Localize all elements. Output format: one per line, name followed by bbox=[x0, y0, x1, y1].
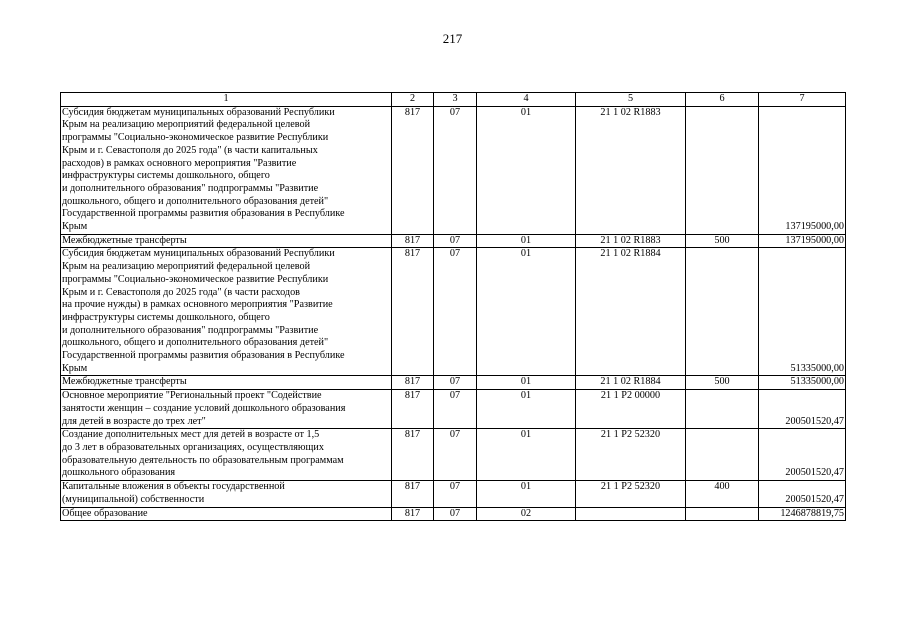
target-article-cell bbox=[576, 507, 686, 521]
subsection-code-cell: 01 bbox=[477, 390, 576, 429]
section-code-cell: 07 bbox=[434, 390, 477, 429]
target-article-cell: 21 1 P2 52320 bbox=[576, 481, 686, 507]
table-row bbox=[61, 376, 846, 390]
row-name-cell bbox=[61, 429, 392, 481]
expense-type-cell: 400 bbox=[686, 481, 759, 507]
table-row bbox=[61, 390, 846, 429]
table-row bbox=[61, 429, 846, 481]
expense-type-cell: 500 bbox=[686, 376, 759, 390]
row-name-text: Капитальные вложения в объекты государственной (муниципальной) собственности bbox=[62, 481, 285, 505]
table-row bbox=[61, 248, 846, 376]
column-header: 4 bbox=[477, 93, 576, 107]
ministry-code-cell: 817 bbox=[392, 481, 434, 507]
row-name-text: Основное мероприятие "Региональный проект "Содействие занятости женщин – создание условий дошкольного образования для детей в возрасте до трех лет" bbox=[62, 390, 346, 427]
amount-cell: 137195000,00 bbox=[759, 106, 846, 234]
row-name-text: Субсидия бюджетам муниципальных образований Республики Крым на реализацию мероприятий федеральной целевой программы "Социально-экономическое развитие Республики Крым и г. Севастополя до 2025 года" (в части расходов на прочие нужды) в рамках основного мероприятия "Развитие инфраструктуры системы дошкольного, общего и дополнительного образования" подпрограммы "Развитие дошкольного, общего и дополнительного образования детей" Государственной программы развития образования в Республике Крым bbox=[62, 248, 345, 374]
amount-cell: 137195000,00 bbox=[759, 234, 846, 248]
table-row bbox=[61, 234, 846, 248]
ministry-code-cell: 817 bbox=[392, 248, 434, 376]
ministry-code-cell: 817 bbox=[392, 106, 434, 234]
subsection-code-cell: 02 bbox=[477, 507, 576, 521]
amount-cell: 51335000,00 bbox=[759, 248, 846, 376]
target-article-cell: 21 1 02 R1884 bbox=[576, 376, 686, 390]
target-article-cell: 21 1 02 R1883 bbox=[576, 234, 686, 248]
amount-cell: 200501520,47 bbox=[759, 390, 846, 429]
row-name-cell bbox=[61, 390, 392, 429]
table-row bbox=[61, 481, 846, 507]
target-article-cell: 21 1 02 R1884 bbox=[576, 248, 686, 376]
expense-type-cell bbox=[686, 106, 759, 234]
row-name-cell bbox=[61, 507, 392, 521]
target-article-cell: 21 1 P2 52320 bbox=[576, 429, 686, 481]
amount-cell: 200501520,47 bbox=[759, 429, 846, 481]
subsection-code-cell: 01 bbox=[477, 376, 576, 390]
subsection-code-cell: 01 bbox=[477, 429, 576, 481]
row-name-cell bbox=[61, 376, 392, 390]
row-name-cell bbox=[61, 481, 392, 507]
ministry-code-cell: 817 bbox=[392, 429, 434, 481]
expense-type-cell bbox=[686, 390, 759, 429]
expense-type-cell: 500 bbox=[686, 234, 759, 248]
section-code-cell: 07 bbox=[434, 429, 477, 481]
row-name-cell bbox=[61, 248, 392, 376]
section-code-cell: 07 bbox=[434, 248, 477, 376]
page-number: 217 bbox=[442, 31, 463, 46]
ministry-code-cell: 817 bbox=[392, 376, 434, 390]
expense-type-cell bbox=[686, 248, 759, 376]
expense-type-cell bbox=[686, 429, 759, 481]
column-header: 6 bbox=[686, 93, 759, 107]
row-name-text: Субсидия бюджетам муниципальных образований Республики Крым на реализацию мероприятий федеральной целевой программы "Социально-экономическое развитие Республики Крым и г. Севастополя до 2025 года" (в части капитальных расходов) в рамках основного мероприятия "Развитие инфраструктуры системы дошкольного, общего и дополнительного образования" подпрограммы "Развитие дошкольного, общего и дополнительного образования детей" Государственной программы развития образования в Республике Крым bbox=[62, 106, 345, 233]
column-header: 7 bbox=[759, 93, 846, 107]
ministry-code-cell: 817 bbox=[392, 234, 434, 248]
amount-cell: 200501520,47 bbox=[759, 481, 846, 507]
row-name-text: Создание дополнительных мест для детей в возрасте от 1,5 до 3 лет в образовательных организациях, осуществляющих образовательную деятельность по образовательным программам дошкольного образования bbox=[62, 429, 344, 479]
amount-cell: 1246878819,75 bbox=[759, 507, 846, 521]
column-header: 2 bbox=[392, 93, 434, 107]
row-name-text: Общее образование bbox=[62, 507, 148, 519]
table-row bbox=[61, 507, 846, 521]
section-code-cell: 07 bbox=[434, 106, 477, 234]
column-header: 1 bbox=[61, 93, 392, 107]
subsection-code-cell: 01 bbox=[477, 481, 576, 507]
table-header-row bbox=[61, 93, 846, 107]
target-article-cell: 21 1 02 R1883 bbox=[576, 106, 686, 234]
section-code-cell: 07 bbox=[434, 234, 477, 248]
row-name-text: Межбюджетные трансферты bbox=[62, 376, 187, 388]
section-code-cell: 07 bbox=[434, 481, 477, 507]
column-header: 3 bbox=[434, 93, 477, 107]
row-name-cell bbox=[61, 106, 392, 234]
ministry-code-cell: 817 bbox=[392, 390, 434, 429]
target-article-cell: 21 1 P2 00000 bbox=[576, 390, 686, 429]
budget-table bbox=[60, 92, 846, 521]
subsection-code-cell: 01 bbox=[477, 106, 576, 234]
section-code-cell: 07 bbox=[434, 507, 477, 521]
section-code-cell: 07 bbox=[434, 376, 477, 390]
subsection-code-cell: 01 bbox=[477, 234, 576, 248]
column-header: 5 bbox=[576, 93, 686, 107]
ministry-code-cell: 817 bbox=[392, 507, 434, 521]
row-name-cell bbox=[61, 234, 392, 248]
row-name-text: Межбюджетные трансферты bbox=[62, 234, 187, 246]
amount-cell: 51335000,00 bbox=[759, 376, 846, 390]
expense-type-cell bbox=[686, 507, 759, 521]
subsection-code-cell: 01 bbox=[477, 248, 576, 376]
table-row bbox=[61, 106, 846, 234]
